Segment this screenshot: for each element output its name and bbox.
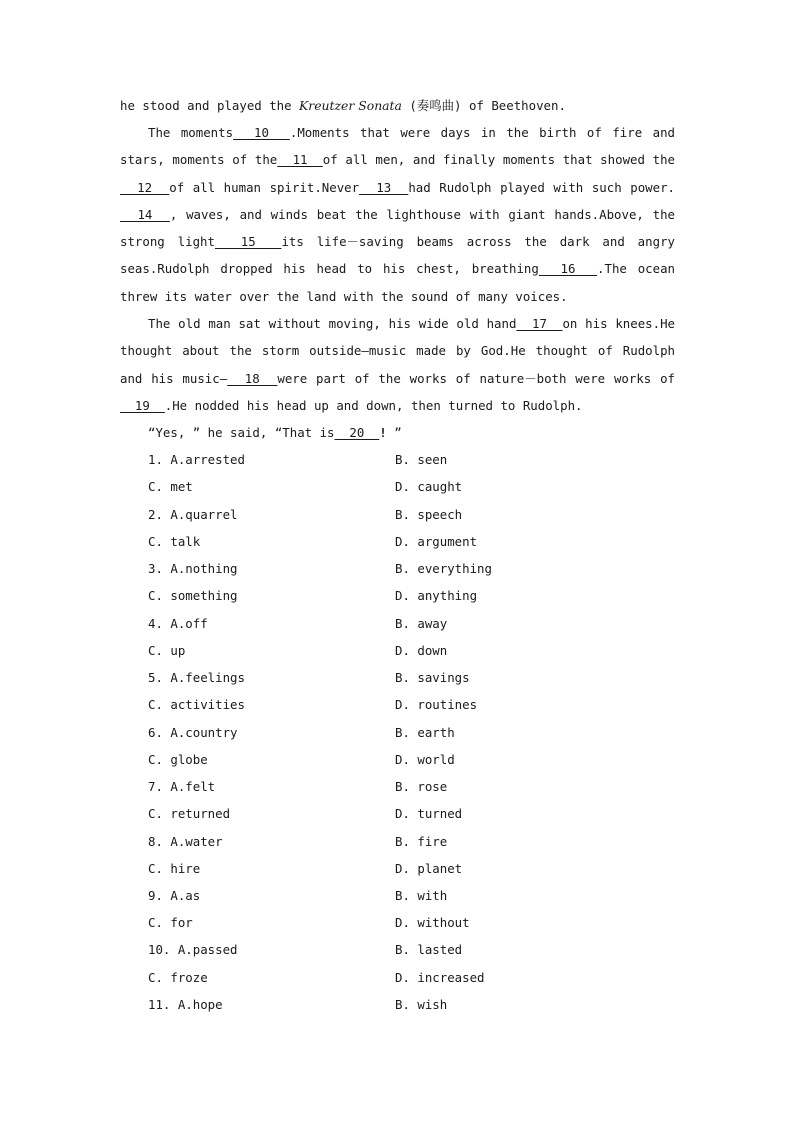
option-row [148,855,668,882]
option-b: D. without [395,915,470,930]
option-b: D. world [395,752,455,767]
blank-14: 14 [120,206,170,222]
option-b: B. savings [395,670,470,685]
text-segment: he stood and played the [120,98,300,113]
option-a: 2. A.quarrel [148,507,238,522]
blank-19: 19 [120,397,165,413]
option-a: C. for [148,915,193,930]
option-row [148,664,668,691]
option-row [148,800,668,827]
option-a: C. talk [148,534,201,549]
option-b: D. argument [395,534,478,549]
option-b: B. wish [395,997,448,1012]
option-row [148,582,668,609]
option-row [148,909,668,936]
option-row [148,746,668,773]
blank-13: 13 [359,179,409,195]
text-segment: were part of the works of nature－both were works of [277,370,675,386]
text-segment: The old man sat without moving, his wide old hand [148,316,517,331]
blank-18: 18 [227,370,278,386]
option-row [148,446,668,473]
option-b: D. down [395,643,448,658]
exclamation-mark: ! [379,425,387,440]
option-b: B. rose [395,779,448,794]
option-row [148,991,668,1018]
option-b: B. lasted [395,942,463,957]
text-segment: had Rudolph played with such power. [408,179,676,195]
option-row [148,610,668,637]
option-a: C. froze [148,970,208,985]
option-row [148,473,668,500]
option-row [148,773,668,800]
option-b: D. anything [395,588,478,603]
option-b: D. planet [395,861,463,876]
option-b: D. turned [395,806,463,821]
option-row [148,882,668,909]
option-a: C. hire [148,861,201,876]
text-segment: (奏鸣曲) of Beethoven. [401,98,566,113]
text-segment: .The ocean threw its water over the land with the sound of many voices. [120,261,675,304]
text-segment: on his knees.He thought about the storm outside—music made by God.He thought of Rudolph and his music— [120,316,676,386]
option-a: 8. A.water [148,834,223,849]
blank-17: 17 [516,316,563,331]
option-a: 4. A.off [148,616,208,631]
blank-11: 11 [277,152,323,168]
option-b: B. everything [395,561,492,576]
blank-15: 15 [214,234,282,250]
blank-20: 20 [334,425,380,440]
option-a: C. activities [148,697,245,712]
option-a: C. globe [148,752,208,767]
option-b: D. caught [395,479,463,494]
option-b: B. fire [395,834,448,849]
option-row [148,555,668,582]
option-a: 10. A.passed [148,942,238,957]
option-a: 6. A.country [148,725,238,740]
passage-paragraph-3 [148,419,668,446]
italic-title: Kreutzer Sonata [299,98,402,113]
option-a: 3. A.nothing [148,561,238,576]
option-row [148,719,668,746]
text-segment: .He nodded his head up and down, then turned to Rudolph. [164,397,583,413]
option-b: B. earth [395,725,455,740]
option-b: D. routines [395,697,478,712]
option-a: C. returned [148,806,231,821]
blank-16: 16 [538,261,598,277]
passage-paragraph-1 [120,119,675,310]
text-segment: its life－saving beams across the dark and angry seas.Rudolph dropped his head to his chest, breathing [120,234,675,277]
option-a: C. met [148,479,193,494]
text-segment: of all men, and finally moments that showed the [322,152,675,168]
text-segment: , waves, and winds beat the lighthouse with giant hands.Above, the strong light [120,206,675,250]
blank-12: 12 [120,179,170,195]
option-a: 1. A.arrested [148,452,245,467]
option-row [148,691,668,718]
option-b: B. speech [395,507,463,522]
option-row [148,637,668,664]
option-row [148,936,668,963]
text-segment: of all human spirit.Never [169,179,360,195]
option-a: 5. A.feelings [148,670,245,685]
option-b: B. seen [395,452,448,467]
option-a: 7. A.felt [148,779,216,794]
text-segment: “Yes, ” he said, “That is [148,425,335,440]
option-b: B. with [395,888,448,903]
text-segment: ” [386,425,402,440]
option-a: C. something [148,588,238,603]
option-row [148,501,668,528]
option-b: D. increased [395,970,485,985]
option-row [148,964,668,991]
text-segment: .Moments that were days in the birth of fire and stars, moments of the [120,125,676,168]
passage-paragraph-2 [120,310,675,419]
passage-line-0 [120,92,675,119]
option-a: 9. A.as [148,888,201,903]
option-b: B. away [395,616,448,631]
option-row [148,828,668,855]
text-segment: The moments [148,125,234,140]
option-a: 11. A.hope [148,997,223,1012]
option-row [148,528,668,555]
blank-10: 10 [233,125,290,140]
option-a: C. up [148,643,186,658]
